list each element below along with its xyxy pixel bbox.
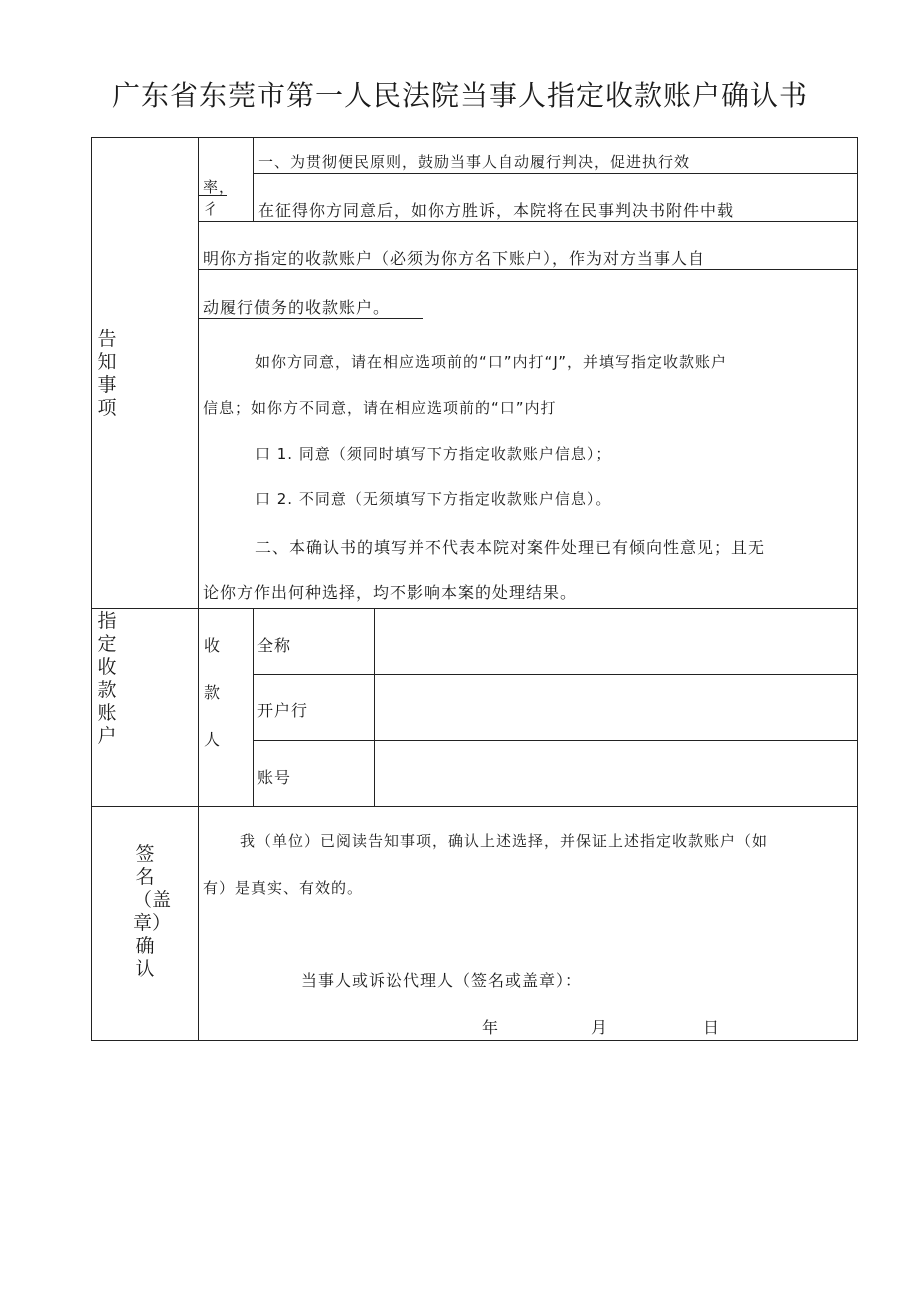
document-title: 广东省东莞市第一人民法院当事人指定收款账户确认书	[111, 79, 808, 112]
account-row-line	[253, 674, 857, 675]
field-label-full-name: 全称	[257, 636, 292, 655]
account-payee-divider	[253, 608, 254, 806]
date-year-label: 年	[482, 1018, 500, 1037]
notice-paragraph-line: 论你方作出何种选择，均不影响本案的处理结果。	[203, 583, 578, 602]
option-agree: 口 1. 同意（须同时填写下方指定收款账户信息）；	[255, 445, 612, 463]
section-label-account: 指定收款账户	[97, 610, 117, 747]
notice-line: 一、为贯彻便民原则，鼓励当事人自动履行判决，促进执行效	[258, 153, 691, 171]
text-fragment: 彳	[203, 200, 220, 218]
notice-text-underline	[198, 318, 423, 319]
table-border-bottom	[91, 1040, 858, 1041]
date-month-label: 月	[591, 1018, 609, 1037]
table-border-top	[91, 137, 858, 138]
option-disagree: 口 2. 不同意（无须填写下方指定收款账户信息）。	[255, 490, 612, 508]
notice-line: 动履行债务的收款账户。	[203, 298, 391, 317]
payee-label: 收款人	[203, 636, 220, 749]
notice-row-line	[253, 173, 857, 174]
section-divider	[91, 608, 858, 609]
confirmation-statement: 有）是真实、有效的。	[203, 879, 364, 897]
bank-value[interactable]	[380, 684, 850, 734]
confirmation-statement: 我（单位）已阅读告知事项，确认上述选择，并保证上述指定收款账户（如	[240, 832, 769, 850]
notice-paragraph-line: 二、本确认书的填写并不代表本院对案件处理已有倾向性意见；且无	[255, 538, 766, 557]
date-day-label: 日	[703, 1018, 721, 1037]
notice-paragraph-line: 如你方同意，请在相应选项前的“口”内打“J”，并填写指定收款账户	[255, 353, 728, 371]
table-border-left	[91, 137, 92, 1041]
section-label-notice: 告知事项	[97, 328, 117, 419]
account-row-line	[253, 740, 857, 741]
table-border-right	[857, 137, 858, 1041]
notice-line: 明你方指定的收款账户（必须为你方名下账户），作为对方当事人自	[203, 249, 706, 268]
notice-row-line	[198, 269, 857, 270]
account-value-divider	[374, 608, 375, 806]
field-label-account-number: 账号	[257, 768, 292, 787]
section-divider	[91, 806, 858, 807]
field-label-bank: 开户行	[257, 701, 309, 720]
full-name-value[interactable]	[380, 618, 850, 668]
account-number-value[interactable]	[380, 750, 850, 800]
notice-line: 在征得你方同意后，如你方胜诉，本院将在民事判决书附件中载	[258, 201, 735, 220]
notice-inner-divider	[253, 137, 254, 221]
notice-row-line	[198, 221, 857, 222]
notice-paragraph-line: 信息；如你方不同意，请在相应选项前的“口”内打	[203, 399, 557, 417]
section-label-sign: 签名（盖章）确认	[133, 843, 172, 980]
text-fragment: 率，	[203, 178, 236, 196]
signer-label: 当事人或诉讼代理人（签名或盖章）：	[301, 971, 583, 990]
label-column-divider	[198, 137, 199, 1041]
